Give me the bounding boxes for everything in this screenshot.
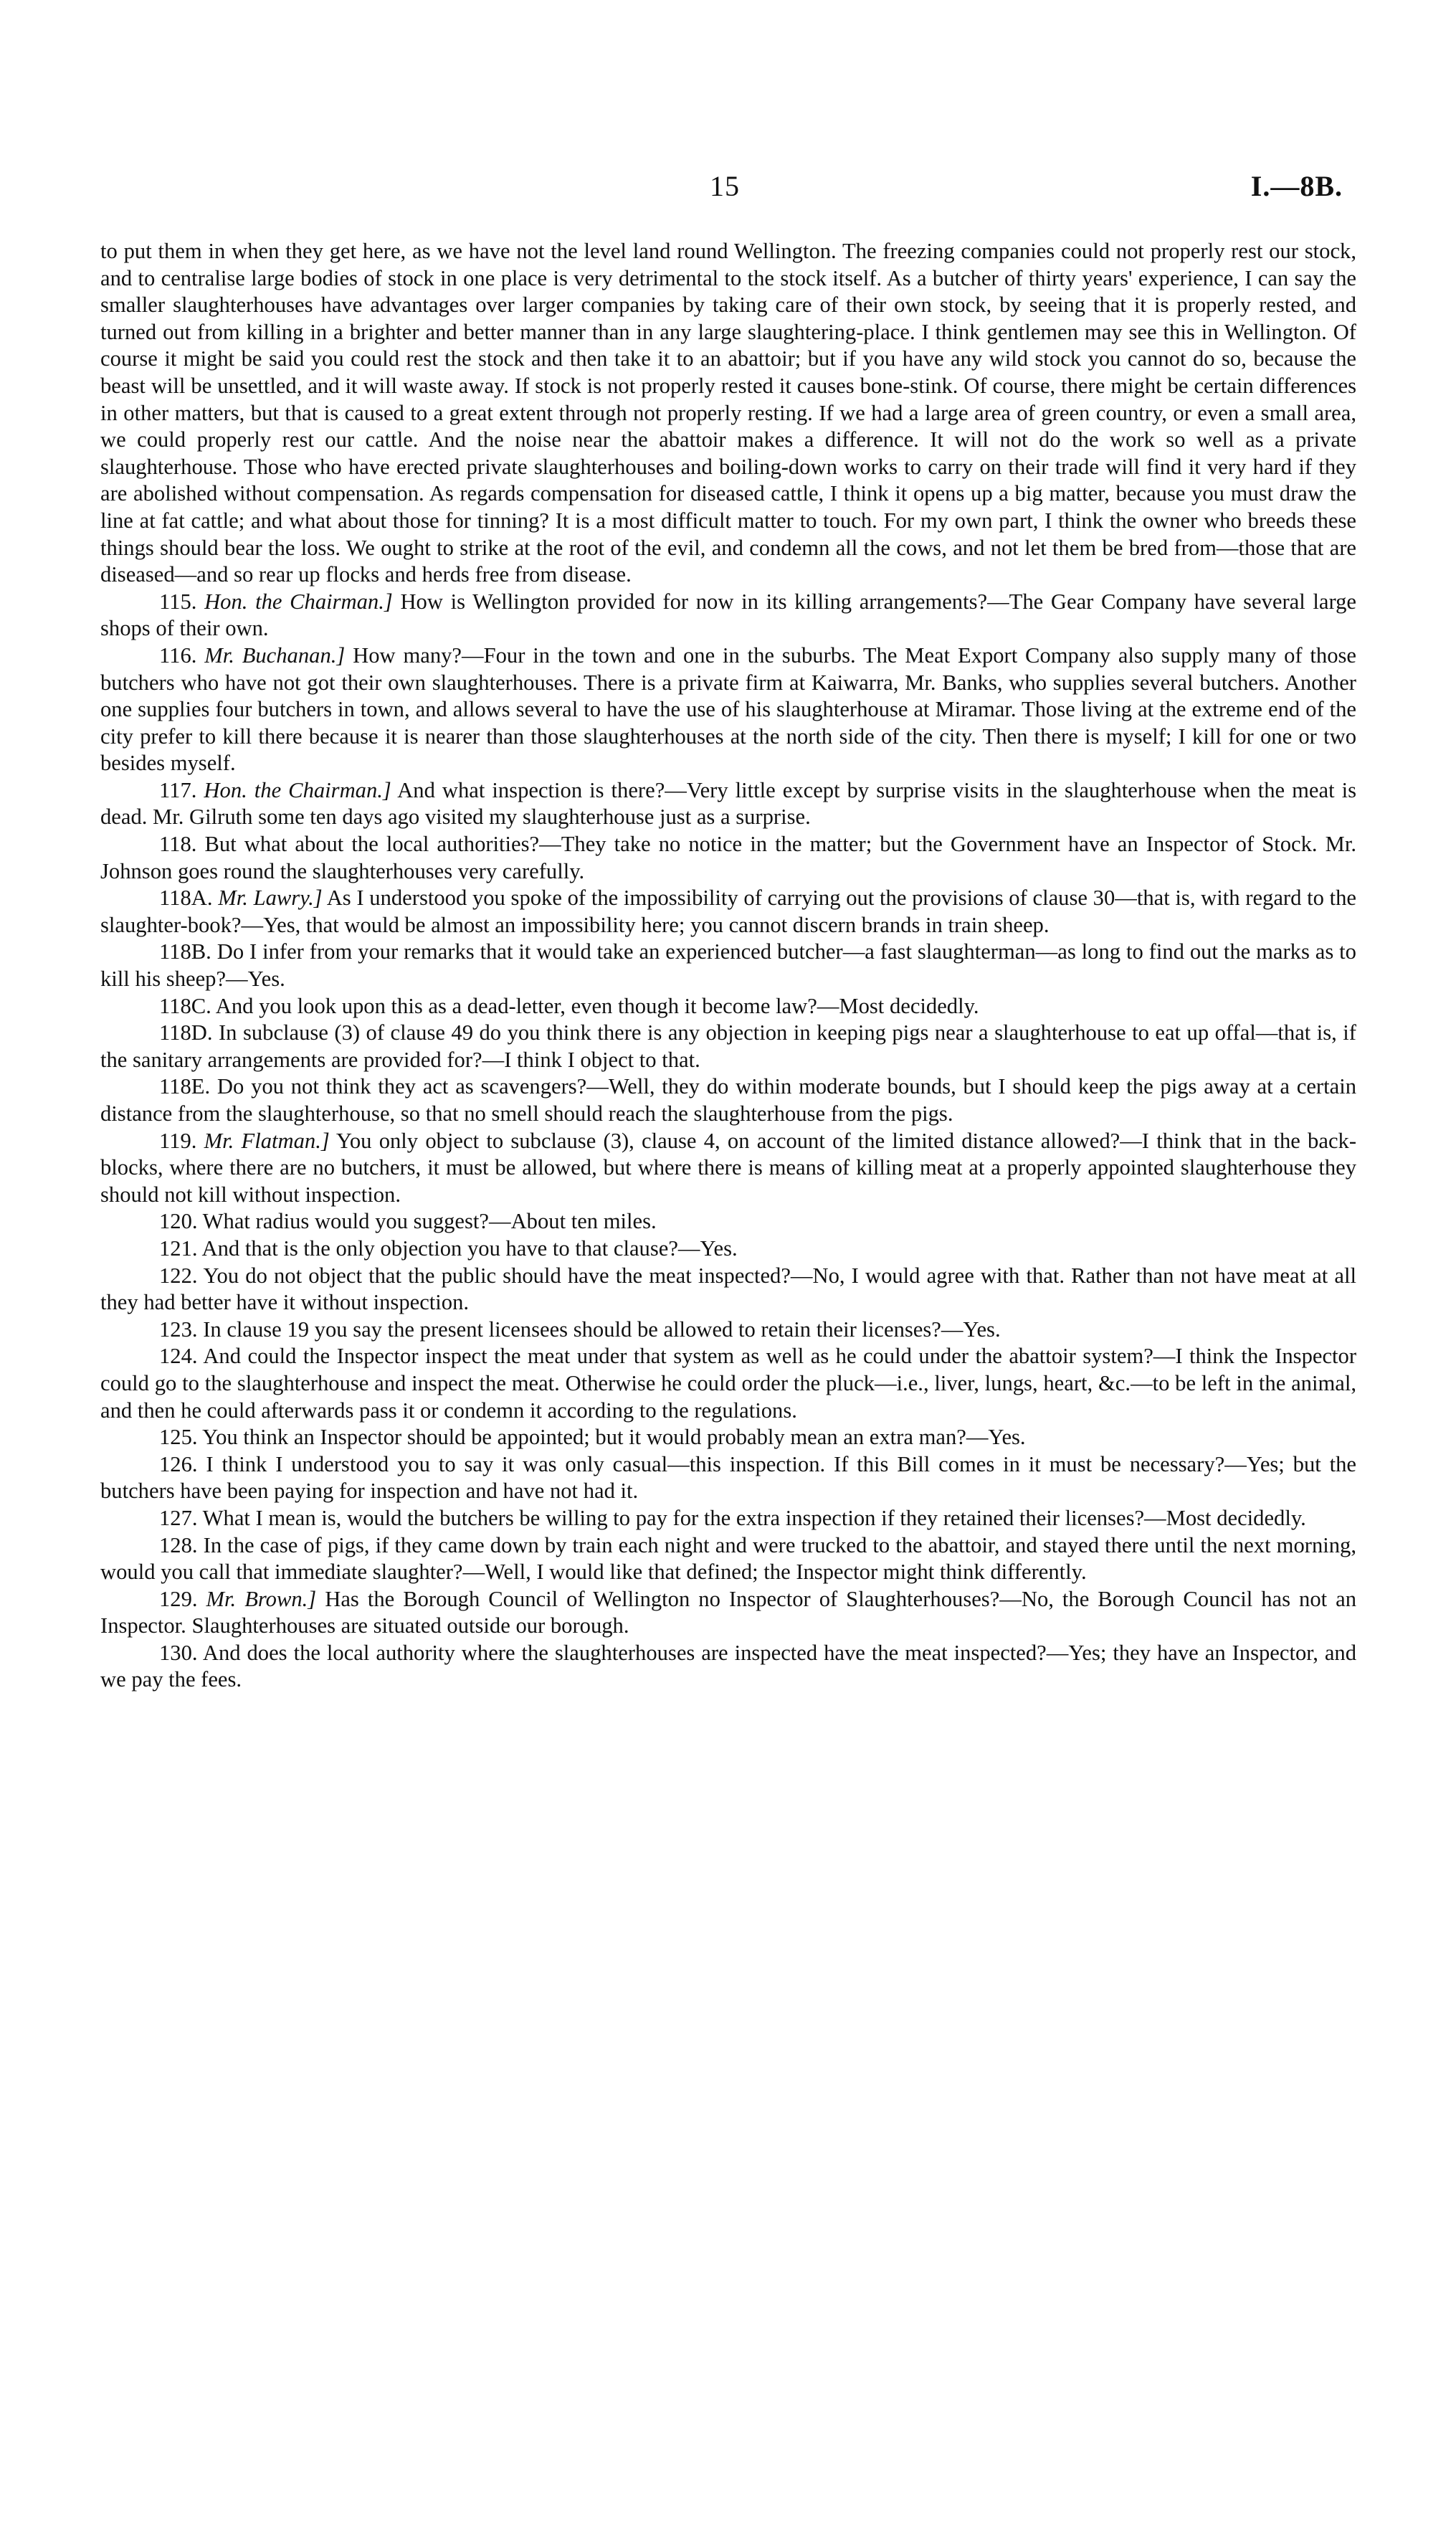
question-number: 120. [159,1209,203,1234]
testimony-paragraph [100,1451,1356,1505]
question-number: 118A. [159,886,219,911]
testimony-paragraph [100,939,1356,992]
continuation-paragraph: to put them in when they get here, as we have not the level land round Wellington. The freezing companies could not properly rest our stock, and to centralise large bodies of stock in one place is very detrimental to the stock itself. As a butcher of thirty years' experience, I can say the smaller slaughterhouses have advantages over larger companies by taking care of their own stock, by seeing that it is properly rested, and turned out from killing in a brighter and better manner than in any large slaughtering-place. I think gentlemen may see this in Wellington. Of course it might be said you could rest the stock and then take it to an abattoir; but if you have any wild stock you cannot do so, because the beast will be unsettled, and it will waste away. If stock is not properly rested it causes bone-stink. Of course, there might be certain differences in other matters, but that is caused to a great extent through not properly resting. If we had a large area of green country, or even a small area, we could properly rest our cattle. And the noise near the abattoir makes a difference. It will not do the work so well as a private slaughterhouse. Those who have erected private slaughterhouses and boiling-down works to carry on their trade will find it very hard if they are abolished without compensation. As regards compensation for diseased cattle, I think it opens up a big matter, because you must draw the line at fat cattle; and what about those for tinning? It is a most difficult matter to touch. For my own part, I think the owner who breeds these things should bear the loss. We ought to strike at the root of the evil, and condemn all the cows, and not let them be bred from—those that are diseased—and so rear up flocks and herds free from disease. [100,239,1356,587]
testimony-text: And could the Inspector inspect the meat under that system as well as he could under the abattoir system?—I think the Inspector could go to the slaughterhouse and inspect the meat. Otherwise he could order the pluck—i.e., liver, lungs, heart, &c.—to be left in the animal, and then he could afterwards pass it or condemn it according to the regulations. [100,1344,1357,1423]
question-number: 130. [159,1640,203,1665]
testimony-paragraph [100,885,1356,939]
question-number: 118. [159,832,205,857]
testimony-text: You only object to subclause (3), clause 4, on account of the limited distance allowed?—I think that in the back-blocks, where there are no butchers, it must be allowed, but where there is means of killing meat at a properly appointed slaughterhouse they should not kill without inspection. [100,1128,1357,1207]
testimony-paragraph [100,1505,1356,1532]
testimony-paragraph [100,777,1356,831]
testimony-paragraph [100,993,1356,1020]
testimony-text: But what about the local authorities?—They take no notice in the matter; but the Government have an Inspector of Stock. Mr. Johnson goes round the slaughterhouses very carefully. [100,832,1356,883]
speaker-name: Mr. Flatman.] [204,1128,330,1153]
question-number: 116. [159,642,205,668]
speaker-name: Hon. the Chairman.] [204,589,393,614]
question-number: 118D. [159,1020,219,1045]
testimony-text: How is Wellington provided for now in its killing arrangements?—The Gear Company have several large shops of their own. [100,589,1356,641]
question-number: 119. [159,1128,204,1153]
speaker-name: Mr. Buchanan.] [204,642,346,668]
question-number: 118B. [159,939,217,964]
testimony-paragraph [100,1640,1356,1694]
testimony-paragraph [100,831,1356,885]
testimony-paragraph [100,589,1356,642]
testimony-paragraph [100,1073,1356,1127]
question-number: 129. [159,1586,206,1611]
question-number: 118C. [159,993,216,1018]
page-number: 15 [710,170,740,202]
speaker-name: Mr. Lawry.] [218,886,323,911]
question-number: 124. [159,1344,204,1369]
document-reference: I.—8B. [1250,170,1343,202]
testimony-text: I think I understood you to say it was only casual—this inspection. If this Bill comes in it must be necessary?—Yes; but the butchers have been paying for inspection and have not had it. [100,1451,1356,1504]
speaker-name: Hon. the Chairman.] [204,777,391,802]
testimony-text: As I understood you spoke of the impossibility of carrying out the provisions of clause 30—that is, with regard to the slaughter-book?—Yes, that would be almost an impossibility here; you cannot discern brands in train sheep. [100,886,1356,937]
testimony-text: You do not object that the public should have the meat inspected?—No, I would agree with that. Rather than not have meat at all they had better have it without inspection. [100,1263,1356,1315]
testimony-text: And does the local authority where the slaughterhouses are inspected have the meat inspected?—Yes; they have an Inspector, and we pay the fees. [100,1640,1357,1692]
testimony-text: Do I infer from your remarks that it would take an experienced butcher—a fast slaughterman—as long to find out the marks as to kill his sheep?—Yes. [100,939,1356,992]
testimony-text: And what inspection is there?—Very little except by surprise visits in the slaughterhouse when the meat is dead. Mr. Gilruth some ten days ago visited my slaughterhouse just as a surprise. [100,777,1357,830]
testimony-paragraph [100,1128,1356,1209]
testimony-text: And you look upon this as a dead-letter, even though it become law?—Most decidedly. [215,993,979,1018]
question-number: 122. [159,1263,204,1288]
question-number: 121. [159,1235,202,1261]
question-number: 127. [159,1505,203,1530]
question-number: 123. [159,1316,204,1342]
testimony-paragraph [100,1586,1356,1640]
testimony-text: What I mean is, would the butchers be willing to pay for the extra inspection if they retained their licenses?—Most decidedly. [202,1505,1306,1530]
question-number: 118E. [159,1074,217,1099]
testimony-text: In the case of pigs, if they came down by train each night and were trucked to the abattoir, and stayed there until the next morning, would you call that immediate slaughter?—Well, I would like that defined; the Inspector might think differently. [100,1532,1356,1585]
testimony-text: In clause 19 you say the present licensees should be allowed to retain their licenses?—Yes. [203,1316,1001,1342]
testimony-paragraph [100,642,1356,777]
question-number: 126. [159,1451,206,1476]
question-answer-list [100,589,1356,1694]
testimony-text: In subclause (3) of clause 49 do you think there is any objection in keeping pigs near a slaughterhouse to eat up offal—that is, if the sanitary arrangements are provided for?—I think I object to that. [100,1020,1356,1072]
testimony-text: And that is the only objection you have to that clause?—Yes. [201,1235,738,1261]
question-number: 115. [159,589,205,614]
speaker-name: Mr. Brown.] [206,1586,317,1611]
testimony-text: Has the Borough Council of Wellington no Inspector of Slaughterhouses?—No, the Borough Council has not an Inspector. Slaughterhouses are situated outside our borough. [100,1586,1357,1638]
testimony-paragraph [100,1343,1356,1424]
testimony-paragraph [100,1263,1356,1316]
testimony-text: Do you not think they act as scavengers?—Well, they do within moderate bounds, but I should keep the pigs away at a certain distance from the slaughterhouse, so that no smell should reach the slaughterhouse from the pigs. [100,1074,1356,1126]
testimony-paragraph [100,1424,1356,1451]
testimony-paragraph [100,1235,1356,1263]
testimony-text: What radius would you suggest?—About ten miles. [202,1209,657,1234]
testimony-paragraph [100,1532,1356,1586]
testimony-paragraph [100,1208,1356,1235]
testimony-paragraph [100,1020,1356,1073]
testimony-text: You think an Inspector should be appointed; but it would probably mean an extra man?—Yes. [202,1425,1026,1450]
question-number: 128. [159,1532,204,1557]
question-number: 117. [159,777,204,802]
testimony-body [100,238,1356,1694]
testimony-text: How many?—Four in the town and one in the suburbs. The Meat Export Company also supply many of those butchers who have not got their own slaughterhouses. There is a private firm at Kaiwarra, Mr. Banks, who supplies several butchers. Another one supplies four butchers in town, and allows several to have the use of his slaughterhouse at Miramar. Those living at the extreme end of the city prefer to kill there because it is nearer than those slaughterhouses at the north side of the city. Then there is myself; I kill for one or two besides myself. [100,642,1357,776]
testimony-paragraph [100,1316,1356,1344]
question-number: 125. [159,1425,203,1450]
